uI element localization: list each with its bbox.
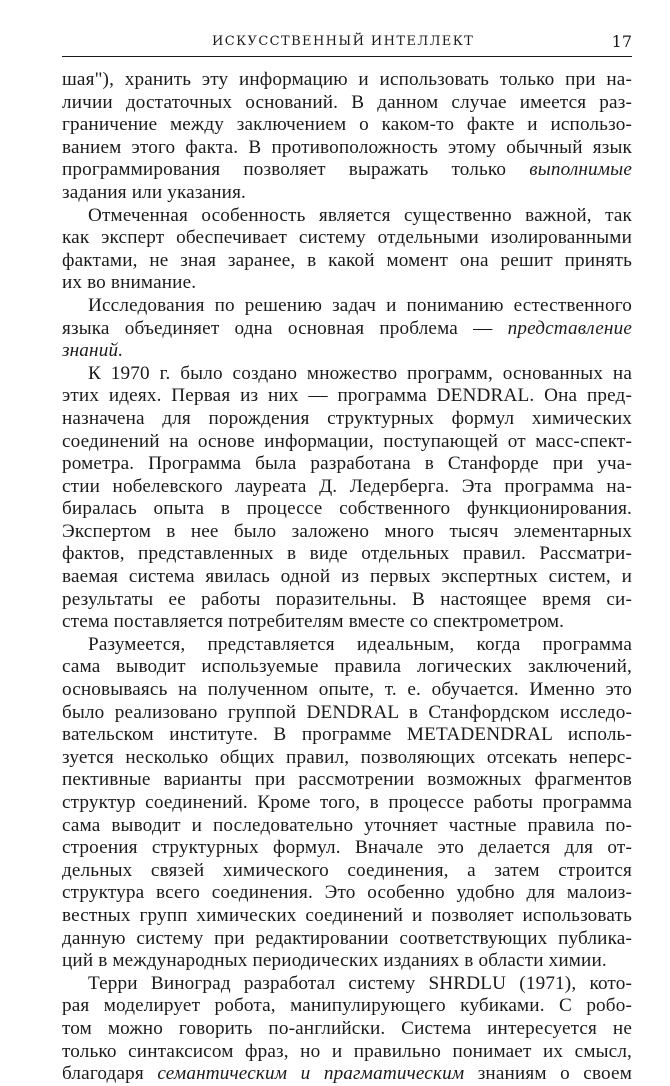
- text-line: Отмеченная особенность является существенно важной, так: [88, 204, 632, 226]
- text-line: основываясь на полученном опыте, т. е. обучается. Именно это: [62, 679, 632, 701]
- text-line: [62, 340, 632, 363]
- text-line: только синтаксисом фраз, но и правильно понимает их смысл,: [62, 1040, 632, 1062]
- text-line: стии нобелевского лауреата Д. Ледерберга. Эта программа на-: [62, 475, 632, 497]
- text-line: вестных групп химических соединений и позволяет использовать: [62, 904, 632, 926]
- text-line: Исследования по решению задач и пониманию естественного: [88, 294, 632, 316]
- running-title: ИСКУССТВЕННЫЙ ИНТЕЛЛЕКТ: [212, 34, 475, 49]
- text-line: личии достаточных оснований. В данном случае имеется раз-: [62, 91, 632, 113]
- text-line: структура всего соединения. Это особенно удобно для малоиз-: [62, 882, 632, 904]
- text-line: программирования позволяет выражать только выполнимые: [62, 159, 632, 181]
- text-line: граничение между заключением о каком-то факте и использо-: [62, 114, 632, 136]
- italic-term: семантическим и прагматическим: [157, 1063, 465, 1085]
- text-line: их во внимание.: [62, 272, 197, 294]
- text-line: результаты ее работы поразительны. В настоящее время си-: [62, 588, 632, 610]
- text-line: пективные варианты при рассмотрении возможных фрагментов: [62, 769, 632, 791]
- text-line: вательском институте. В программе METADENDRAL исполь-: [62, 724, 632, 746]
- text-line: соединений на основе информации, поступающей от масс-спект-: [62, 430, 632, 452]
- text-line: шая"), хранить эту информацию и использовать только при на-: [62, 69, 632, 90]
- running-header: [62, 30, 632, 57]
- text-line: назначена для порождения структурных формул химических: [62, 407, 632, 429]
- text-line: ванием этого факта. В противоположность этому обычный язык: [62, 136, 632, 158]
- text-line: структур соединений. Кроме того, в процессе работы программа: [62, 792, 632, 813]
- text-line: сама выводит и последовательно уточняет частные правила по-: [62, 814, 632, 836]
- italic-term: знаний.: [62, 340, 124, 362]
- text-line: языка объединяет одна основная проблема — представление: [62, 317, 632, 339]
- text-line: рометра. Программа была разработана в Станфорде при уча-: [62, 453, 632, 475]
- text-line: благодаря семантическим и прагматическим знаниям о своем: [62, 1063, 632, 1085]
- text-line: этих идеях. Первая из них — программа DENDRAL. Она пред-: [62, 385, 632, 407]
- body-text: [62, 69, 632, 1086]
- text-line: строения структурных формул. Вначале это делается для от-: [62, 837, 632, 859]
- text-line: было реализовано группой DENDRAL в Станфордском исследо-: [62, 701, 632, 723]
- text-line: как эксперт обеспечивает систему отдельными изолированными: [62, 227, 632, 249]
- page-number: 17: [611, 32, 632, 51]
- text-line: биралась опыта в процессе собственного функционирования.: [62, 498, 632, 520]
- text-line: рая моделирует робота, манипулирующего кубиками. С робо-: [62, 995, 632, 1017]
- text-line: Экспертом в нее было заложено много тысяч элементарных: [62, 520, 632, 542]
- text-line: стема поставляется потребителям вместе со спектрометром.: [62, 611, 565, 633]
- italic-term: представление: [507, 317, 632, 339]
- text-line: задания или указания.: [62, 181, 246, 203]
- text-line: ваемая система явилась одной из первых экспертных систем, и: [62, 566, 632, 588]
- italic-term: выполнимые: [529, 159, 632, 181]
- text-line: дельных связей химического соединения, а затем строится: [62, 859, 632, 881]
- text-line: Разумеется, представляется идеальным, когда программа: [88, 633, 632, 655]
- book-page: [62, 30, 632, 1086]
- text-line: том можно говорить по-английски. Система интересуется не: [62, 1017, 632, 1039]
- text-line: фактами, не зная заранее, в какой момент она решит принять: [62, 249, 632, 271]
- text-line: фактов, представленных в виде отдельных правил. Рассматри-: [62, 543, 632, 565]
- text-line: сама выводит используемые правила логических заключений,: [62, 656, 632, 678]
- text-line: К 1970 г. было создано множество программ, основанных на: [88, 362, 632, 384]
- text-line: ций в международных периодических изданиях в области химии.: [62, 950, 607, 972]
- text-line: данную систему при редактировании соответствующих публика-: [62, 927, 632, 949]
- text-line: Терри Виноград разработал систему SHRDLU (1971), кото-: [88, 972, 632, 994]
- text-line: зуется несколько общих правил, позволяющих отсекать неперс-: [62, 746, 632, 768]
